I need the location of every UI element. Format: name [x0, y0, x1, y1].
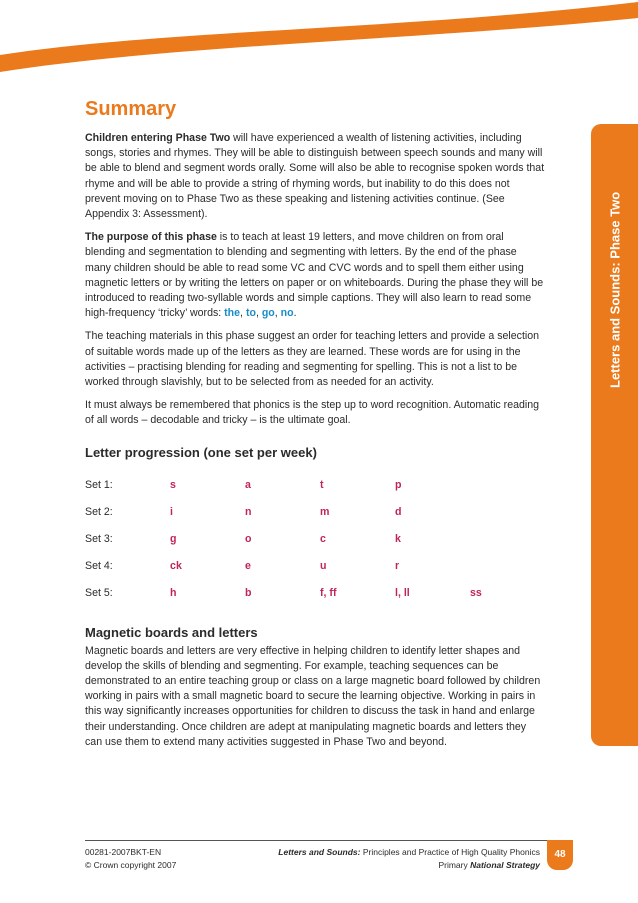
- letter: c: [320, 533, 326, 546]
- magnetic-heading: Magnetic boards and letters: [85, 624, 258, 640]
- letter: s: [170, 479, 176, 492]
- set-label: Set 4:: [85, 560, 113, 573]
- footer-divider: [85, 840, 573, 841]
- letter: m: [320, 506, 330, 519]
- p2-text: is to teach at least 19 letters, and move children on from oral blending and segmentation to blending and segmenting with letters. By the end of the phase many children should be able to read some VC and CVC words and to spell them either using magnetic letters or by writing the letters on paper or on whiteboards. During the phase they will be introduced to reading two-syllable words and simple captions. They will also learn to read some high-frequency ‘tricky’ words:: [85, 231, 544, 320]
- letter: f, ff: [320, 587, 337, 600]
- letter-progression-heading: Letter progression (one set per week): [85, 444, 317, 460]
- main-content: [85, 98, 545, 758]
- p1-text: will have experienced a wealth of listening activities, including songs, stories and rhymes. They will be able to distinguish between speech sounds and many will be able to blend and segment words orally. Some will also be able to recognise spoken words that rhyme and will be able to provide a string of rhyming words, but inability to do this does not prevent moving on to Phase Two as these speaking and listening activities continue. (See Appendix 3: Assessment).: [85, 132, 545, 221]
- letter: u: [320, 560, 327, 573]
- letter: i: [170, 506, 173, 519]
- summary-paragraph-2: The purpose of this phase is to teach at least 19 letters, and move children on from oral blending and segmentation to blending and segmenting with letters. By the end of the phase many children should be able to read some VC and CVC words and to spell them either using magnetic letters or by writing the letters on paper or on whiteboards. During the phase they will be introduced to reading two-syllable words and simple captions. They will also learn to read some high-frequency ‘tricky’ words: the, to, go, no.: [85, 231, 544, 320]
- letter: ck: [170, 560, 182, 573]
- letter: p: [395, 479, 402, 492]
- letter: o: [245, 533, 252, 546]
- document-code: 00281-2007BKT-EN: [85, 847, 162, 857]
- tricky-word: the: [224, 307, 241, 320]
- side-tab-title: Letters and Sounds: Phase Two: [607, 191, 623, 388]
- tricky-word: go: [261, 307, 275, 320]
- letter: ss: [469, 587, 482, 600]
- letter: r: [395, 560, 400, 573]
- table-row: [85, 526, 545, 553]
- letter-progression-table: [85, 472, 545, 607]
- strategy-name: Primary National Strategy: [438, 860, 540, 870]
- table-row: [85, 580, 545, 607]
- publication-title: Letters and Sounds: Principles and Practice of High Quality Phonics: [278, 847, 540, 857]
- set-label: Set 2:: [85, 506, 113, 519]
- p1-lead: Children entering Phase Two: [85, 132, 231, 144]
- page-number: 48: [547, 840, 573, 870]
- summary-paragraph-1: [85, 131, 545, 222]
- letter: g: [170, 533, 177, 546]
- tricky-word: no: [280, 307, 294, 320]
- magnetic-paragraph: Magnetic boards and letters are very effective in helping children to identify letter shapes and develop the skills of blending and segmenting. For example, teaching sequences can be demonstrated to an entire teaching group or class on a large magnetic board followed by children working in pairs with a small magnetic board to secure the learning objective. Working in pairs in this way significantly increases opportunities for children to discuss the task in hand and enlarge their understanding. Once children are adept at manipulating magnetic boards and letters they can use them to extend many activities suggested in Phase Two and beyond.: [85, 644, 541, 748]
- set-label: Set 5:: [85, 587, 113, 600]
- table-row: [85, 499, 545, 526]
- set-label: Set 3:: [85, 533, 113, 546]
- footer-right: [250, 846, 540, 872]
- summary-paragraph-3: The teaching materials in this phase suggest an order for teaching letters and provide a selection of suitable words made up of the letters as they are learned. These words are for using in the activities – practising blending for reading and segmenting for spelling. This is not a list to be worked through slavishly, but to be selected from as needed for an activity.: [85, 330, 540, 389]
- header-swoosh: [0, 0, 638, 80]
- letter: d: [395, 506, 402, 519]
- table-row: [85, 553, 545, 580]
- copyright: © Crown copyright 2007: [85, 860, 177, 870]
- letter: b: [245, 587, 252, 600]
- summary-paragraph-4: It must always be remembered that phonics is the step up to word recognition. Automatic reading of all words – decodable and tricky – is the ultimate goal.: [85, 399, 540, 427]
- footer-left: [85, 846, 176, 872]
- set-label: Set 1:: [85, 479, 113, 492]
- p2-lead: The purpose of this phase: [85, 231, 217, 244]
- summary-heading: Summary: [85, 98, 177, 120]
- letter: n: [245, 506, 252, 519]
- letter: k: [395, 533, 401, 546]
- letter: l, ll: [395, 587, 410, 600]
- letter: e: [245, 560, 251, 573]
- tricky-word: to: [245, 307, 256, 320]
- letter: h: [170, 587, 177, 600]
- table-row: [85, 472, 545, 499]
- letter: a: [245, 479, 251, 492]
- letter: t: [320, 479, 324, 492]
